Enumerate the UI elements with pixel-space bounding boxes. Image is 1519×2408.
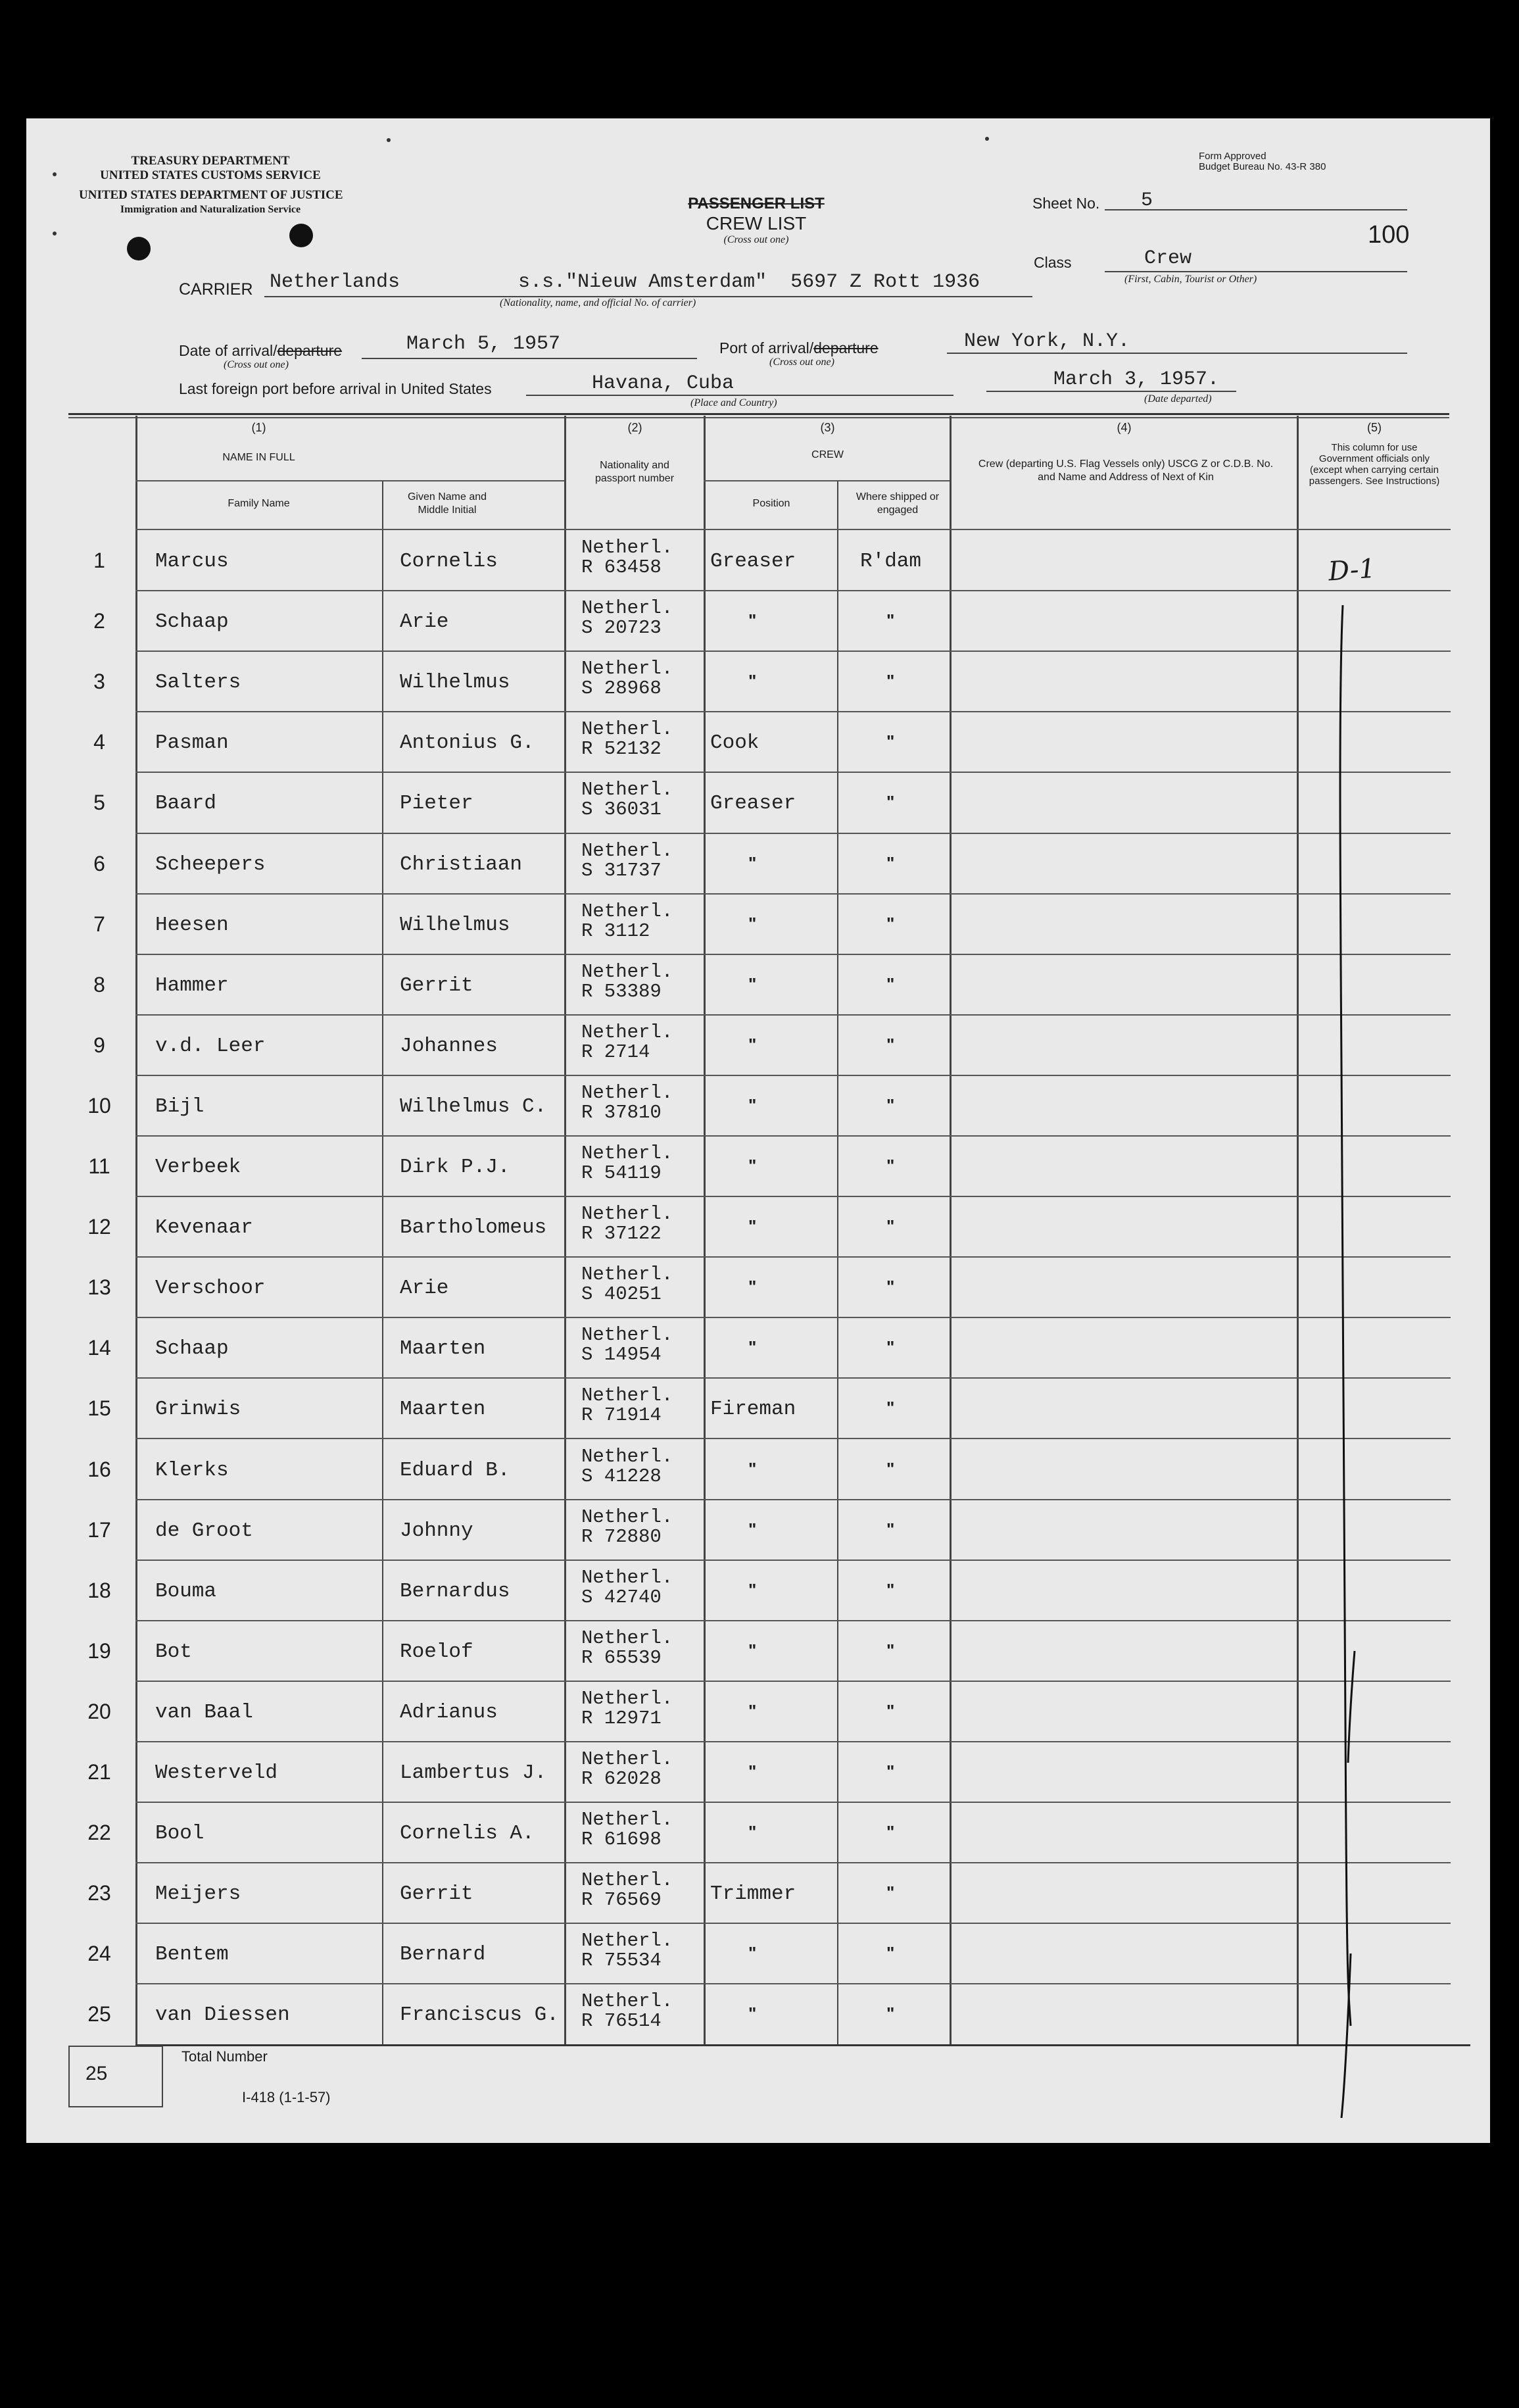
given-name: Arie bbox=[400, 1277, 449, 1300]
row-number: 4 bbox=[93, 730, 105, 754]
nationality: Netherl. bbox=[581, 1990, 673, 2013]
shipped-at: " bbox=[886, 1094, 895, 1115]
crew-position: " bbox=[748, 1094, 757, 1115]
col4-title: Crew (departing U.S. Flag Vessels only) USCG Z or C.D.B. No. and Name and Address of Next of Kin bbox=[978, 458, 1274, 483]
crew-position: " bbox=[748, 1519, 757, 1539]
row-rule bbox=[135, 1802, 1451, 1803]
row-rule bbox=[135, 1862, 1451, 1863]
passport-number: R 63458 bbox=[581, 556, 662, 578]
row-number: 25 bbox=[87, 2002, 111, 2027]
given-name: Wilhelmus bbox=[400, 913, 510, 937]
shipped-at: " bbox=[886, 1943, 895, 1963]
shipped-at: " bbox=[886, 1700, 895, 1721]
row-rule bbox=[135, 1317, 1451, 1318]
family-name: Bot bbox=[155, 1640, 192, 1663]
row-rule bbox=[135, 772, 1451, 773]
family-name: de Groot bbox=[155, 1519, 253, 1542]
crew-position: " bbox=[748, 610, 757, 631]
passport-number: R 52132 bbox=[581, 738, 662, 760]
passport-number: S 31737 bbox=[581, 859, 662, 881]
shipped-at: " bbox=[886, 610, 895, 631]
cross-out-hint: (Cross out one) bbox=[723, 234, 789, 245]
table-top-rule bbox=[68, 413, 1449, 415]
crew-position: " bbox=[748, 1034, 757, 1054]
family-name: Baard bbox=[155, 792, 217, 816]
col4-number: (4) bbox=[1117, 421, 1132, 434]
crew-position: Fireman bbox=[710, 1398, 796, 1421]
col3-title: CREW bbox=[811, 449, 844, 460]
shipped-at: " bbox=[886, 1398, 895, 1418]
carrier-hint: (Nationality, name, and official No. of carrier) bbox=[500, 297, 696, 308]
nationality: Netherl. bbox=[581, 1869, 673, 1892]
crew-position: Cook bbox=[710, 731, 760, 755]
row-number: 16 bbox=[87, 1457, 111, 1481]
row-number: 8 bbox=[93, 972, 105, 996]
row-rule bbox=[135, 833, 1451, 834]
row-number: 23 bbox=[87, 1881, 111, 1905]
shipped-at: " bbox=[886, 671, 895, 691]
nationality: Netherl. bbox=[581, 1203, 673, 1225]
passport-number: R 61698 bbox=[581, 1829, 662, 1851]
port-line bbox=[947, 353, 1407, 354]
crew-position: " bbox=[748, 1277, 757, 1297]
nationality: Netherl. bbox=[581, 1445, 673, 1467]
shipped-at: " bbox=[886, 731, 895, 752]
row-rule bbox=[135, 1923, 1451, 1924]
passport-number: R 37810 bbox=[581, 1101, 662, 1123]
shipped-at: " bbox=[886, 1519, 895, 1539]
row-rule bbox=[135, 1075, 1451, 1076]
col3-number: (3) bbox=[820, 421, 835, 434]
row-number: 14 bbox=[87, 1336, 111, 1360]
form-approved-block bbox=[1199, 151, 1326, 172]
agency-line2: UNITED STATES CUSTOMS SERVICE bbox=[100, 168, 321, 182]
passport-number: S 28968 bbox=[581, 677, 662, 700]
header-subrule bbox=[704, 480, 950, 481]
passport-number: R 76514 bbox=[581, 2010, 662, 2032]
sheet-label: Sheet No. bbox=[1032, 195, 1100, 212]
last-port-line bbox=[526, 395, 953, 396]
crew-position: " bbox=[748, 1458, 757, 1479]
row-number: 20 bbox=[87, 1699, 111, 1723]
budget-bureau: Budget Bureau No. 43-R 380 bbox=[1199, 161, 1326, 172]
carrier-value: Netherlands s.s."Nieuw Amsterdam" 5697 Z Rott 1936 bbox=[270, 271, 980, 293]
shipped-at: " bbox=[886, 1277, 895, 1297]
shipped-at: " bbox=[886, 1822, 895, 1842]
shipped-at: R'dam bbox=[860, 550, 922, 573]
row-number: 7 bbox=[93, 912, 105, 936]
crew-position: " bbox=[748, 1761, 757, 1781]
last-port-label: Last foreign port before arrival in United States bbox=[179, 380, 492, 397]
row-rule bbox=[135, 1983, 1451, 1984]
row-rule bbox=[135, 1196, 1451, 1197]
last-port-value: Havana, Cuba bbox=[592, 372, 735, 395]
given-name: Roelof bbox=[400, 1640, 473, 1663]
family-name: Grinwis bbox=[155, 1398, 241, 1421]
speck bbox=[387, 138, 391, 142]
row-number: 19 bbox=[87, 1638, 111, 1663]
form-id: I-418 (1-1-57) bbox=[242, 2089, 331, 2105]
row-rule bbox=[135, 1741, 1451, 1742]
arrival-date: March 5, 1957 bbox=[406, 333, 561, 355]
crew-position: Trimmer bbox=[710, 1882, 796, 1906]
passport-number: S 40251 bbox=[581, 1283, 662, 1306]
given-name: Maarten bbox=[400, 1337, 486, 1361]
shipped-at: " bbox=[886, 973, 895, 994]
handwritten-bracket-line bbox=[1335, 605, 1361, 2157]
crew-position: " bbox=[748, 2003, 757, 2024]
total-number-box bbox=[68, 2046, 163, 2107]
shipped-at: " bbox=[886, 2003, 895, 2024]
row-number: 15 bbox=[87, 1396, 111, 1421]
passport-number: R 2714 bbox=[581, 1041, 650, 1063]
crew-position: " bbox=[748, 1822, 757, 1842]
given-name: Pieter bbox=[400, 792, 473, 816]
row-number: 10 bbox=[87, 1093, 111, 1118]
nationality: Netherl. bbox=[581, 1627, 673, 1649]
row-rule bbox=[135, 1620, 1451, 1621]
given-name: Adrianus bbox=[400, 1700, 498, 1724]
class-hint: (First, Cabin, Tourist or Other) bbox=[1124, 274, 1257, 285]
date-cross-hint: (Cross out one) bbox=[224, 359, 289, 370]
speck bbox=[985, 137, 989, 141]
family-name: Westerveld bbox=[155, 1761, 278, 1784]
shipped-at: " bbox=[886, 852, 895, 873]
document-page bbox=[26, 118, 1490, 2143]
col2-number: (2) bbox=[627, 421, 642, 434]
nationality: Netherl. bbox=[581, 960, 673, 983]
crew-position: " bbox=[748, 1700, 757, 1721]
crew-position: " bbox=[748, 913, 757, 933]
row-number: 2 bbox=[93, 609, 105, 633]
row-rule bbox=[135, 711, 1451, 712]
col1a-header: Family Name bbox=[228, 498, 290, 509]
arrival-port: New York, N.Y. bbox=[964, 330, 1130, 353]
row-number: 17 bbox=[87, 1517, 111, 1542]
row-rule bbox=[135, 590, 1451, 591]
nationality: Netherl. bbox=[581, 779, 673, 801]
departed-line bbox=[986, 391, 1236, 392]
list-type: CREW LIST bbox=[706, 213, 807, 233]
col5-number: (5) bbox=[1367, 421, 1382, 434]
family-name: Salters bbox=[155, 671, 241, 695]
page-number: 100 bbox=[1368, 221, 1410, 249]
family-name: Bijl bbox=[155, 1094, 205, 1118]
row-number: 13 bbox=[87, 1275, 111, 1300]
nationality: Netherl. bbox=[581, 1081, 673, 1104]
list-type-struck: PASSENGER LIST bbox=[688, 195, 825, 212]
col5-title: This column for use Government officials only (except when carrying certain passengers. See Instructions) bbox=[1309, 442, 1440, 487]
family-name: Scheepers bbox=[155, 852, 266, 876]
col1-number: (1) bbox=[251, 421, 266, 434]
port-struck: departure bbox=[813, 339, 879, 356]
shipped-at: " bbox=[886, 1458, 895, 1479]
passport-number: R 53389 bbox=[581, 980, 662, 1002]
given-name: Johannes bbox=[400, 1034, 498, 1058]
col3b-header: Where shipped or engaged bbox=[856, 491, 940, 516]
sheet-value: 5 bbox=[1141, 189, 1153, 212]
passport-number: S 42740 bbox=[581, 1586, 662, 1608]
family-name: van Baal bbox=[155, 1700, 253, 1724]
agency-block bbox=[79, 154, 342, 217]
shipped-at: " bbox=[886, 1156, 895, 1175]
nationality: Netherl. bbox=[581, 1506, 673, 1528]
family-name: Schaap bbox=[155, 1337, 229, 1361]
crew-position: " bbox=[748, 1579, 757, 1600]
nationality: Netherl. bbox=[581, 1021, 673, 1043]
family-name: Bouma bbox=[155, 1579, 217, 1603]
nationality: Netherl. bbox=[581, 1748, 673, 1770]
given-name: Gerrit bbox=[400, 1882, 473, 1906]
passport-number: R 76569 bbox=[581, 1889, 662, 1911]
given-name: Maarten bbox=[400, 1398, 486, 1421]
given-name: Arie bbox=[400, 610, 449, 634]
row-rule bbox=[135, 651, 1451, 652]
shipped-at: " bbox=[886, 1761, 895, 1781]
family-name: v.d. Leer bbox=[155, 1034, 266, 1058]
row-rule bbox=[135, 1560, 1451, 1561]
shipped-at: " bbox=[886, 913, 895, 933]
row-number: 18 bbox=[87, 1578, 111, 1602]
crew-position: " bbox=[748, 1156, 757, 1175]
shipped-at: " bbox=[886, 1216, 895, 1237]
shipped-at: " bbox=[886, 1337, 895, 1358]
given-name: Gerrit bbox=[400, 973, 473, 997]
family-name: Verschoor bbox=[155, 1277, 266, 1300]
col-line bbox=[837, 481, 838, 2046]
speck bbox=[53, 232, 57, 235]
given-name: Johnny bbox=[400, 1519, 473, 1542]
family-name: Marcus bbox=[155, 550, 229, 573]
nationality: Netherl. bbox=[581, 1324, 673, 1346]
passport-number: R 62028 bbox=[581, 1768, 662, 1790]
header-bottom-rule bbox=[135, 529, 1451, 530]
given-name: Bartholomeus bbox=[400, 1216, 547, 1240]
date-struck: departure bbox=[277, 342, 343, 359]
row-rule bbox=[135, 1499, 1451, 1500]
nationality: Netherl. bbox=[581, 718, 673, 741]
row-number: 11 bbox=[88, 1154, 110, 1178]
passport-number: S 41228 bbox=[581, 1465, 662, 1487]
given-name: Dirk P.J. bbox=[400, 1156, 510, 1179]
row-number: 3 bbox=[93, 670, 105, 694]
col1-title: NAME IN FULL bbox=[222, 452, 295, 463]
crew-position: " bbox=[748, 973, 757, 994]
row-rule bbox=[135, 954, 1451, 955]
shipped-at: " bbox=[886, 1579, 895, 1600]
nationality: Netherl. bbox=[581, 658, 673, 680]
nationality: Netherl. bbox=[581, 537, 673, 558]
list-type-block bbox=[658, 195, 855, 246]
row-number: 21 bbox=[87, 1760, 111, 1784]
nationality: Netherl. bbox=[581, 1566, 673, 1588]
family-name: Heesen bbox=[155, 913, 229, 937]
class-value: Crew bbox=[1144, 247, 1192, 270]
date-label bbox=[179, 342, 342, 360]
nationality: Netherl. bbox=[581, 900, 673, 922]
row-rule bbox=[135, 1135, 1451, 1137]
nationality: Netherl. bbox=[581, 1264, 673, 1286]
crew-position: Greaser bbox=[710, 550, 796, 573]
passport-number: R 72880 bbox=[581, 1525, 662, 1548]
crew-position: Greaser bbox=[710, 792, 796, 816]
row-number: 1 bbox=[93, 549, 105, 572]
row-number: 22 bbox=[87, 1821, 111, 1845]
class-line bbox=[1105, 271, 1407, 272]
given-name: Wilhelmus bbox=[400, 671, 510, 695]
row-rule bbox=[135, 1438, 1451, 1439]
nationality: Netherl. bbox=[581, 1809, 673, 1831]
given-name: Franciscus G. bbox=[400, 2003, 559, 2027]
given-name: Lambertus J. bbox=[400, 1761, 547, 1784]
crew-position: " bbox=[748, 1216, 757, 1237]
shipped-at: " bbox=[886, 1882, 895, 1903]
shipped-at: " bbox=[886, 1640, 895, 1660]
header-subrule bbox=[135, 480, 564, 481]
crew-position: " bbox=[748, 1337, 757, 1358]
passport-number: S 14954 bbox=[581, 1344, 662, 1366]
row-number: 24 bbox=[87, 1942, 111, 1966]
table-bottom-rule bbox=[135, 2044, 1470, 2046]
class-label: Class bbox=[1034, 254, 1072, 271]
total-number-label: Total Number bbox=[181, 2048, 268, 2065]
crew-position: " bbox=[748, 1943, 757, 1963]
passport-number: S 20723 bbox=[581, 617, 662, 639]
col1b-header: Given Name and Middle Initial bbox=[407, 491, 487, 516]
punch-hole-left bbox=[127, 237, 151, 260]
passport-number: R 37122 bbox=[581, 1223, 662, 1245]
col-line bbox=[382, 481, 383, 2046]
form-approved: Form Approved bbox=[1199, 151, 1266, 162]
passport-number: R 54119 bbox=[581, 1162, 662, 1184]
family-name: Bool bbox=[155, 1822, 205, 1846]
family-name: van Diessen bbox=[155, 2003, 290, 2027]
departed-date: March 3, 1957. bbox=[1053, 368, 1220, 391]
passport-number: R 3112 bbox=[581, 920, 650, 942]
row-number: 6 bbox=[93, 851, 105, 875]
nationality: Netherl. bbox=[581, 1930, 673, 1952]
col2-title: Nationality and passport number bbox=[594, 460, 675, 484]
row-rule bbox=[135, 893, 1451, 895]
date-line bbox=[362, 358, 697, 359]
given-name: Eduard B. bbox=[400, 1458, 510, 1482]
total-number-value: 25 bbox=[85, 2063, 108, 2084]
crew-position: " bbox=[748, 1640, 757, 1660]
date-label-text: Date of arrival/ bbox=[179, 342, 277, 359]
row-rule bbox=[135, 1681, 1451, 1682]
carrier-label: CARRIER bbox=[179, 280, 253, 299]
family-name: Meijers bbox=[155, 1882, 241, 1906]
row-number: 9 bbox=[93, 1033, 105, 1057]
table-top-rule-2 bbox=[68, 417, 1449, 418]
family-name: Pasman bbox=[155, 731, 229, 755]
shipped-at: " bbox=[886, 1034, 895, 1054]
crew-position: " bbox=[748, 852, 757, 873]
punch-hole-right bbox=[289, 224, 313, 247]
col3a-header: Position bbox=[752, 498, 790, 509]
speck bbox=[53, 172, 57, 176]
passport-number: S 36031 bbox=[581, 799, 662, 821]
given-name: Antonius G. bbox=[400, 731, 535, 755]
row-rule bbox=[135, 1256, 1451, 1258]
port-label bbox=[719, 339, 879, 357]
given-name: Bernardus bbox=[400, 1579, 510, 1603]
row-rule bbox=[135, 1014, 1451, 1016]
port-label-text: Port of arrival/ bbox=[719, 339, 814, 356]
given-name: Bernard bbox=[400, 1943, 486, 1967]
family-name: Hammer bbox=[155, 973, 229, 997]
family-name: Klerks bbox=[155, 1458, 229, 1482]
nationality: Netherl. bbox=[581, 1687, 673, 1709]
row-rule bbox=[135, 1377, 1451, 1379]
nationality: Netherl. bbox=[581, 1143, 673, 1164]
nationality: Netherl. bbox=[581, 597, 673, 620]
shipped-at: " bbox=[886, 792, 895, 812]
nationality: Netherl. bbox=[581, 1385, 673, 1407]
passport-number: R 65539 bbox=[581, 1646, 662, 1669]
departed-hint: (Date departed) bbox=[1144, 393, 1212, 405]
given-name: Wilhelmus C. bbox=[400, 1094, 547, 1118]
passport-number: R 71914 bbox=[581, 1404, 662, 1427]
family-name: Kevenaar bbox=[155, 1216, 253, 1240]
given-name: Cornelis A. bbox=[400, 1822, 535, 1846]
passport-number: R 12971 bbox=[581, 1707, 662, 1729]
family-name: Bentem bbox=[155, 1943, 229, 1967]
last-port-hint: (Place and Country) bbox=[690, 397, 777, 408]
family-name: Verbeek bbox=[155, 1156, 241, 1179]
agency-line3: UNITED STATES DEPARTMENT OF JUSTICE bbox=[79, 188, 343, 202]
row-number: 5 bbox=[93, 791, 105, 815]
passport-number: R 75534 bbox=[581, 1950, 662, 1972]
nationality: Netherl. bbox=[581, 839, 673, 862]
family-name: Schaap bbox=[155, 610, 229, 634]
row-number: 12 bbox=[87, 1215, 111, 1239]
given-name: Cornelis bbox=[400, 550, 498, 573]
given-name: Christiaan bbox=[400, 852, 523, 876]
agency-line1: TREASURY DEPARTMENT bbox=[131, 154, 290, 168]
agency-line4: Immigration and Naturalization Service bbox=[120, 204, 301, 215]
port-cross-hint: (Cross out one) bbox=[769, 356, 834, 368]
handwritten-annotation: D-1 bbox=[1327, 553, 1377, 587]
crew-position: " bbox=[748, 671, 757, 691]
